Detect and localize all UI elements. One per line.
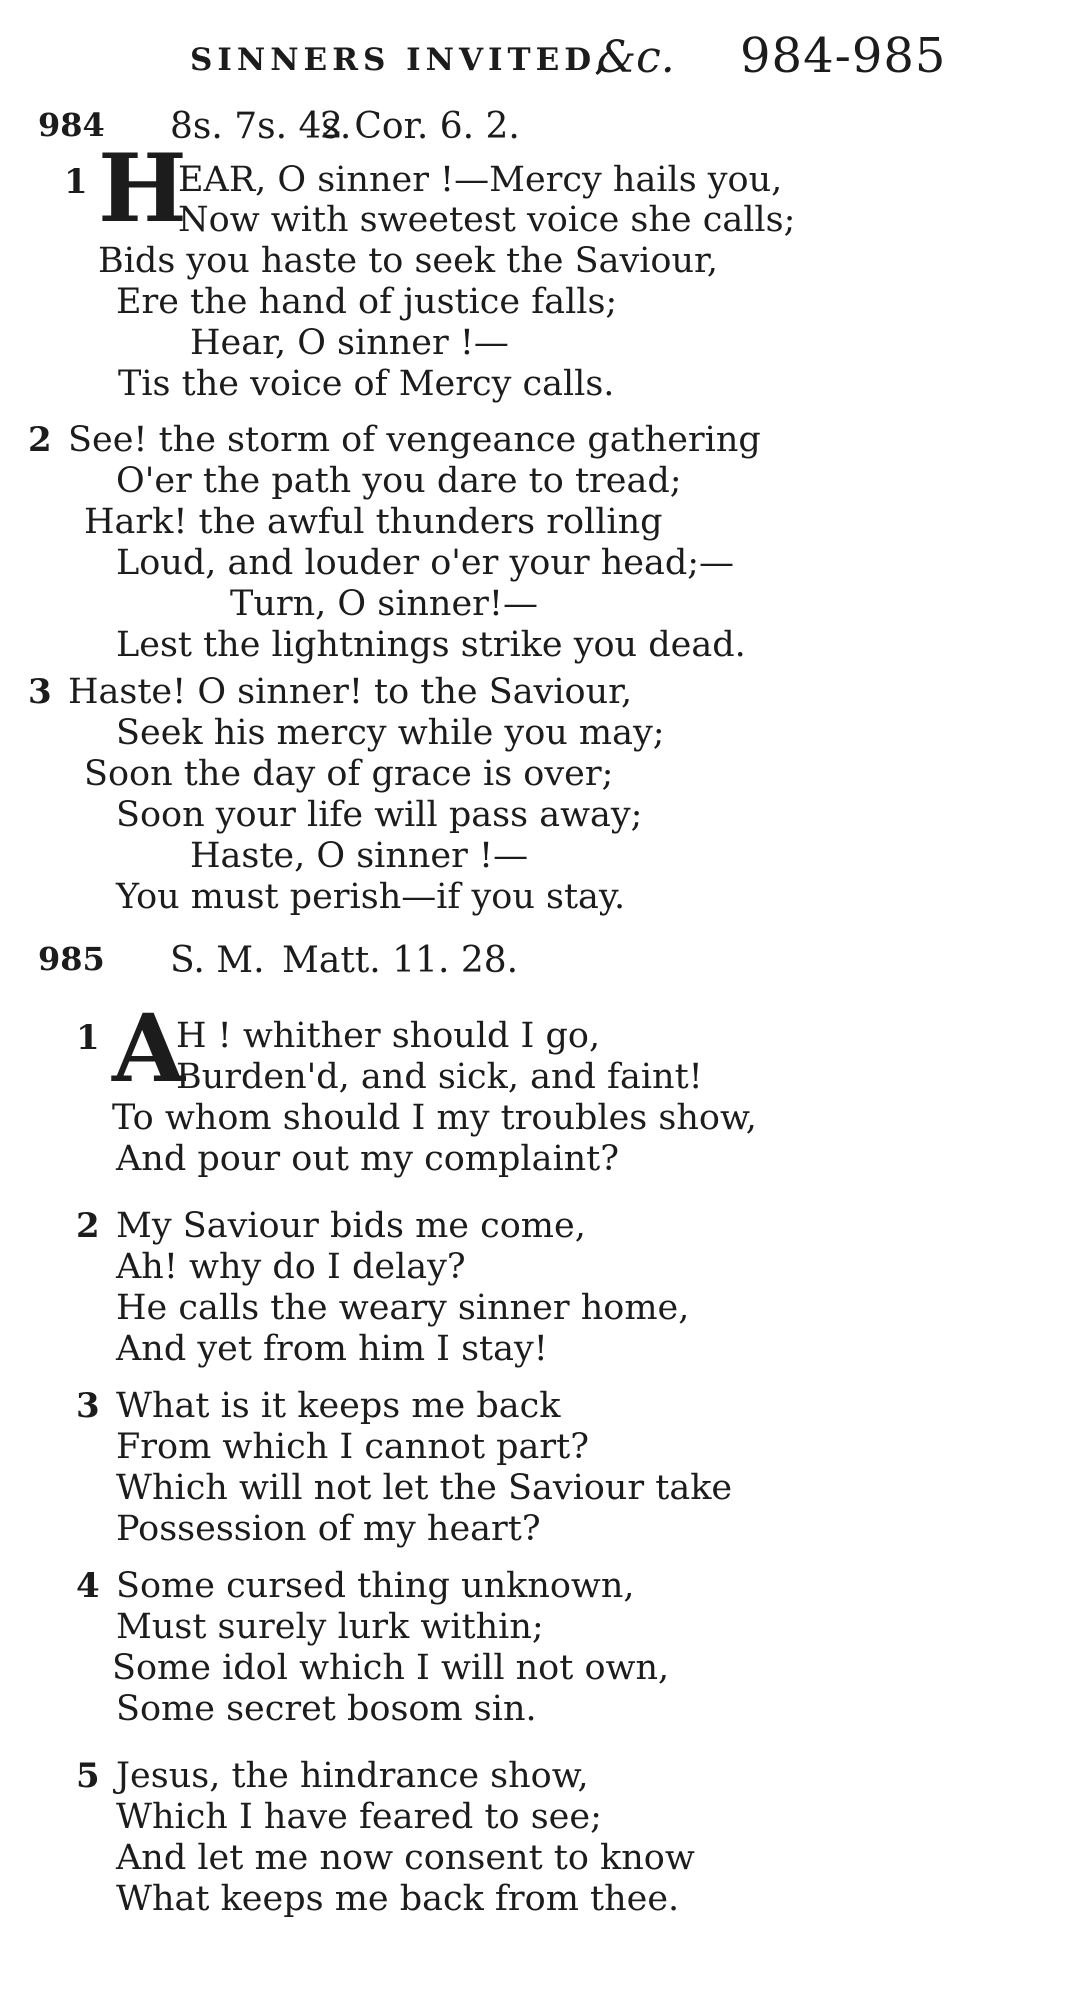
hymn-meter: S. M. [170, 940, 265, 981]
verse-line: Soon the day of grace is over; [84, 754, 614, 794]
verse-line: And yet from him I stay! [116, 1329, 548, 1369]
hymn-meter: 8s. 7s. 4s. [170, 106, 352, 147]
verse-line: See! the storm of vengeance gathering [68, 420, 761, 460]
verse-line: Seek his mercy while you may; [116, 713, 665, 753]
hymn-number: 984 [38, 106, 105, 144]
verse-line: What keeps me back from thee. [116, 1879, 680, 1919]
verse-line: Jesus, the hindrance show, [116, 1756, 589, 1796]
verse-line: From which I cannot part? [116, 1427, 589, 1467]
verse-line: Haste! O sinner! to the Saviour, [68, 672, 633, 712]
drop-cap: H [98, 134, 187, 244]
verse-line: Now with sweetest voice she calls; [178, 200, 796, 240]
verse-line: And let me now consent to know [116, 1838, 695, 1878]
verse-line: What is it keeps me back [116, 1386, 561, 1426]
verse-line: Possession of my heart? [116, 1509, 541, 1549]
verse-line: Ere the hand of justice falls; [116, 282, 618, 322]
verse-line: Tis the voice of Mercy calls. [118, 364, 615, 404]
verse-line: Turn, O sinner!— [230, 584, 538, 624]
stanza-number: 1 [64, 162, 88, 202]
hymn-985-heading [0, 940, 1077, 990]
running-head [0, 28, 1077, 88]
verse-line: EAR, O sinner !—Mercy hails you, [178, 160, 783, 200]
verse-line: Burden'd, and sick, and faint! [176, 1057, 703, 1097]
running-head-etc: &c. [597, 32, 675, 83]
stanza-number: 2 [28, 420, 52, 460]
verse-line: Some secret bosom sin. [116, 1689, 537, 1729]
stanza-number: 2 [76, 1206, 100, 1246]
hymn-scripture-reference: 2 Cor. 6. 2. [320, 106, 520, 147]
verse-line: Hark! the awful thunders rolling [84, 502, 663, 542]
verse-line: Soon your life will pass away; [116, 795, 643, 835]
hymn-number: 985 [38, 940, 105, 978]
verse-line: H ! whither should I go, [176, 1016, 601, 1056]
verse-line: My Saviour bids me come, [116, 1206, 586, 1246]
verse-line: You must perish—if you stay. [116, 877, 626, 917]
verse-line: Lest the lightnings strike you dead. [116, 625, 746, 665]
verse-line: He calls the weary sinner home, [116, 1288, 690, 1328]
verse-line: And pour out my complaint? [116, 1139, 620, 1179]
verse-line: Bids you haste to seek the Saviour, [98, 241, 719, 281]
running-head-title: SINNERS INVITED, [190, 42, 611, 78]
verse-line: O'er the path you dare to tread; [116, 461, 682, 501]
stanza-number: 5 [76, 1756, 100, 1796]
stanza-number: 3 [76, 1386, 100, 1426]
verse-line: Some idol which I will not own, [112, 1648, 670, 1688]
stanza-number: 3 [28, 672, 52, 712]
verse-line: Must surely lurk within; [116, 1607, 544, 1647]
verse-line: Which I have feared to see; [116, 1797, 602, 1837]
verse-line: Ah! why do I delay? [116, 1247, 466, 1287]
verse-line: Hear, O sinner !— [190, 323, 509, 363]
running-head-hymn-range: 984-985 [740, 28, 947, 84]
stanza-number: 1 [76, 1018, 100, 1058]
verse-line: Haste, O sinner !— [190, 836, 529, 876]
hymn-scripture-reference: Matt. 11. 28. [282, 940, 519, 981]
verse-line: To whom should I my troubles show, [112, 1098, 757, 1138]
verse-line: Which will not let the Saviour take [116, 1468, 733, 1508]
verse-line: Loud, and louder o'er your head;— [116, 543, 735, 583]
verse-line: Some cursed thing unknown, [116, 1566, 635, 1606]
stanza-number: 4 [76, 1566, 100, 1606]
drop-cap: A [112, 994, 185, 1104]
